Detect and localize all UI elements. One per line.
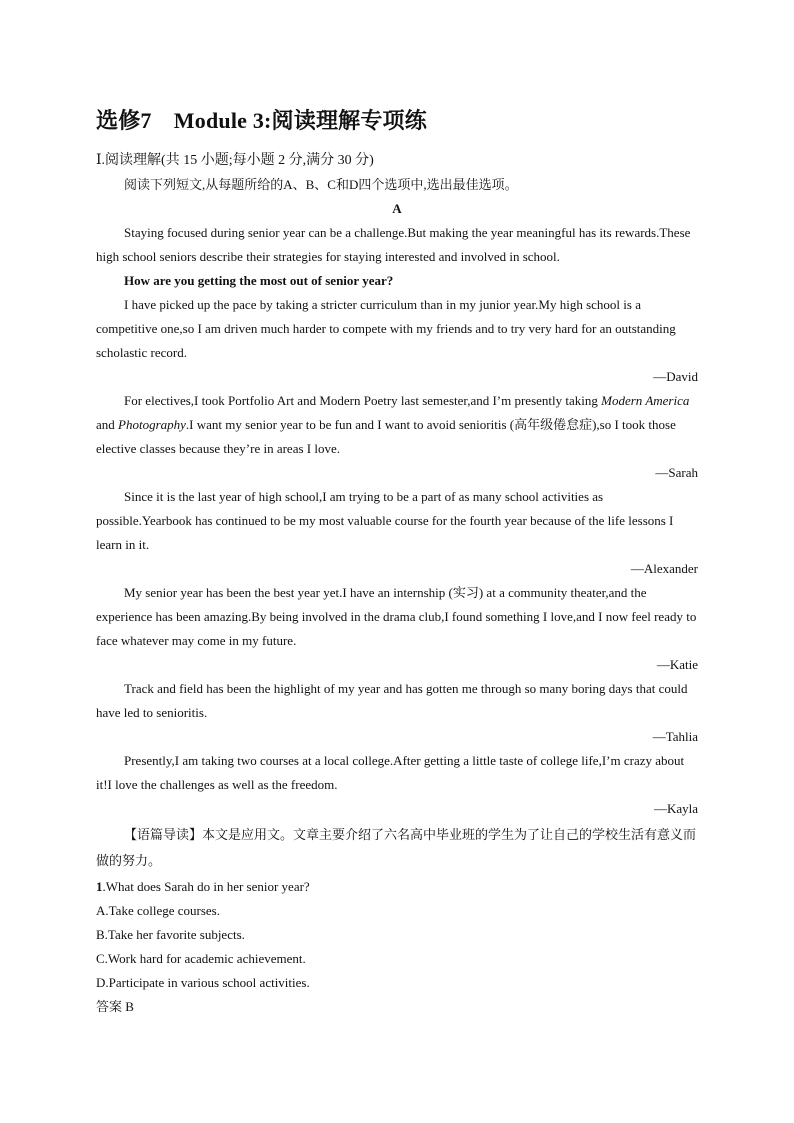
entry-sarah-author: —Sarah [655,465,698,480]
entry-katie-author: —Katie [656,657,698,672]
passage-guide: 【语篇导读】本文是应用文。文章主要介绍了六名高中毕业班的学生为了让自己的学校生活有意义而做的努力。 [96,828,697,869]
entry-sarah-text-b: and [96,417,119,432]
entry-kayla-text: Presently,I am taking two courses at a local college.After getting a little taste of college life,I’m crazy about it!I love the challenges as well as the freedom. [96,753,685,792]
entry-alexander-text: Since it is the last year of high school,I am trying to be a part of as many school activities as possible.Yearbook has continued to be my most valuable course for the fourth year because of the life lessons I learn in it. [96,489,674,552]
entry-sarah-course-1: Modern America [601,393,690,408]
option-a: A.Take college courses. [96,903,220,918]
option-c: C.Work hard for academic achievement. [96,951,306,966]
instruction-text: 阅读下列短文,从每题所给的A、B、C和D四个选项中,选出最佳选项。 [124,177,518,192]
answer-text: 答案 B [96,999,134,1014]
passage-intro: Staying focused during senior year can be a challenge.But making the year meaningful has its rewards.These high school seniors describe their strategies for staying interested and involved in school. [96,225,691,264]
section-heading: Ⅰ.阅读理解(共 15 小题;每小题 2 分,满分 30 分) [96,153,374,168]
entry-sarah-text-a: For electives,I took Portfolio Art and Modern Poetry last semester,and I’m presently taking [124,393,602,408]
passage-question-heading: How are you getting the most out of senior year? [124,273,394,288]
option-d: D.Participate in various school activities. [96,975,310,990]
entry-alexander-author: —Alexander [630,561,698,576]
entry-david-text: I have picked up the pace by taking a stricter curriculum than in my junior year.My high school is a competitive one,so I am driven much harder to compete with my friends and to try very hard for an outstanding scholastic record. [96,297,676,360]
option-b: B.Take her favorite subjects. [96,927,245,942]
question-text: .What does Sarah do in her senior year? [102,879,310,894]
entry-tahlia-author: —Tahlia [652,729,698,744]
entry-kayla-author: —Kayla [653,801,698,816]
entry-tahlia-text: Track and field has been the highlight of my year and has gotten me through so many boring days that could have led to senioritis. [96,681,688,720]
question-number: 1 [96,879,103,894]
entry-david-author: —David [653,369,698,384]
question-stem [96,875,698,899]
entry-katie-text: My senior year has been the best year yet.I have an internship (实习) at a community theater,and the experience has been amazing.By being involved in the drama club,I found something I love,and I now feel ready to face whatever may come in my future. [96,585,697,648]
entry-sarah-text-c: .I want my senior year to be fun and I want to avoid senioritis (高年级倦怠症),so I took those elective classes because they’re in areas I love. [96,417,676,456]
passage-label: A [392,201,402,216]
entry-sarah-text [96,389,698,461]
page-title: 选修7 Module 3:阅读理解专项练 [96,108,427,133]
entry-sarah-course-2: Photography [118,417,186,432]
